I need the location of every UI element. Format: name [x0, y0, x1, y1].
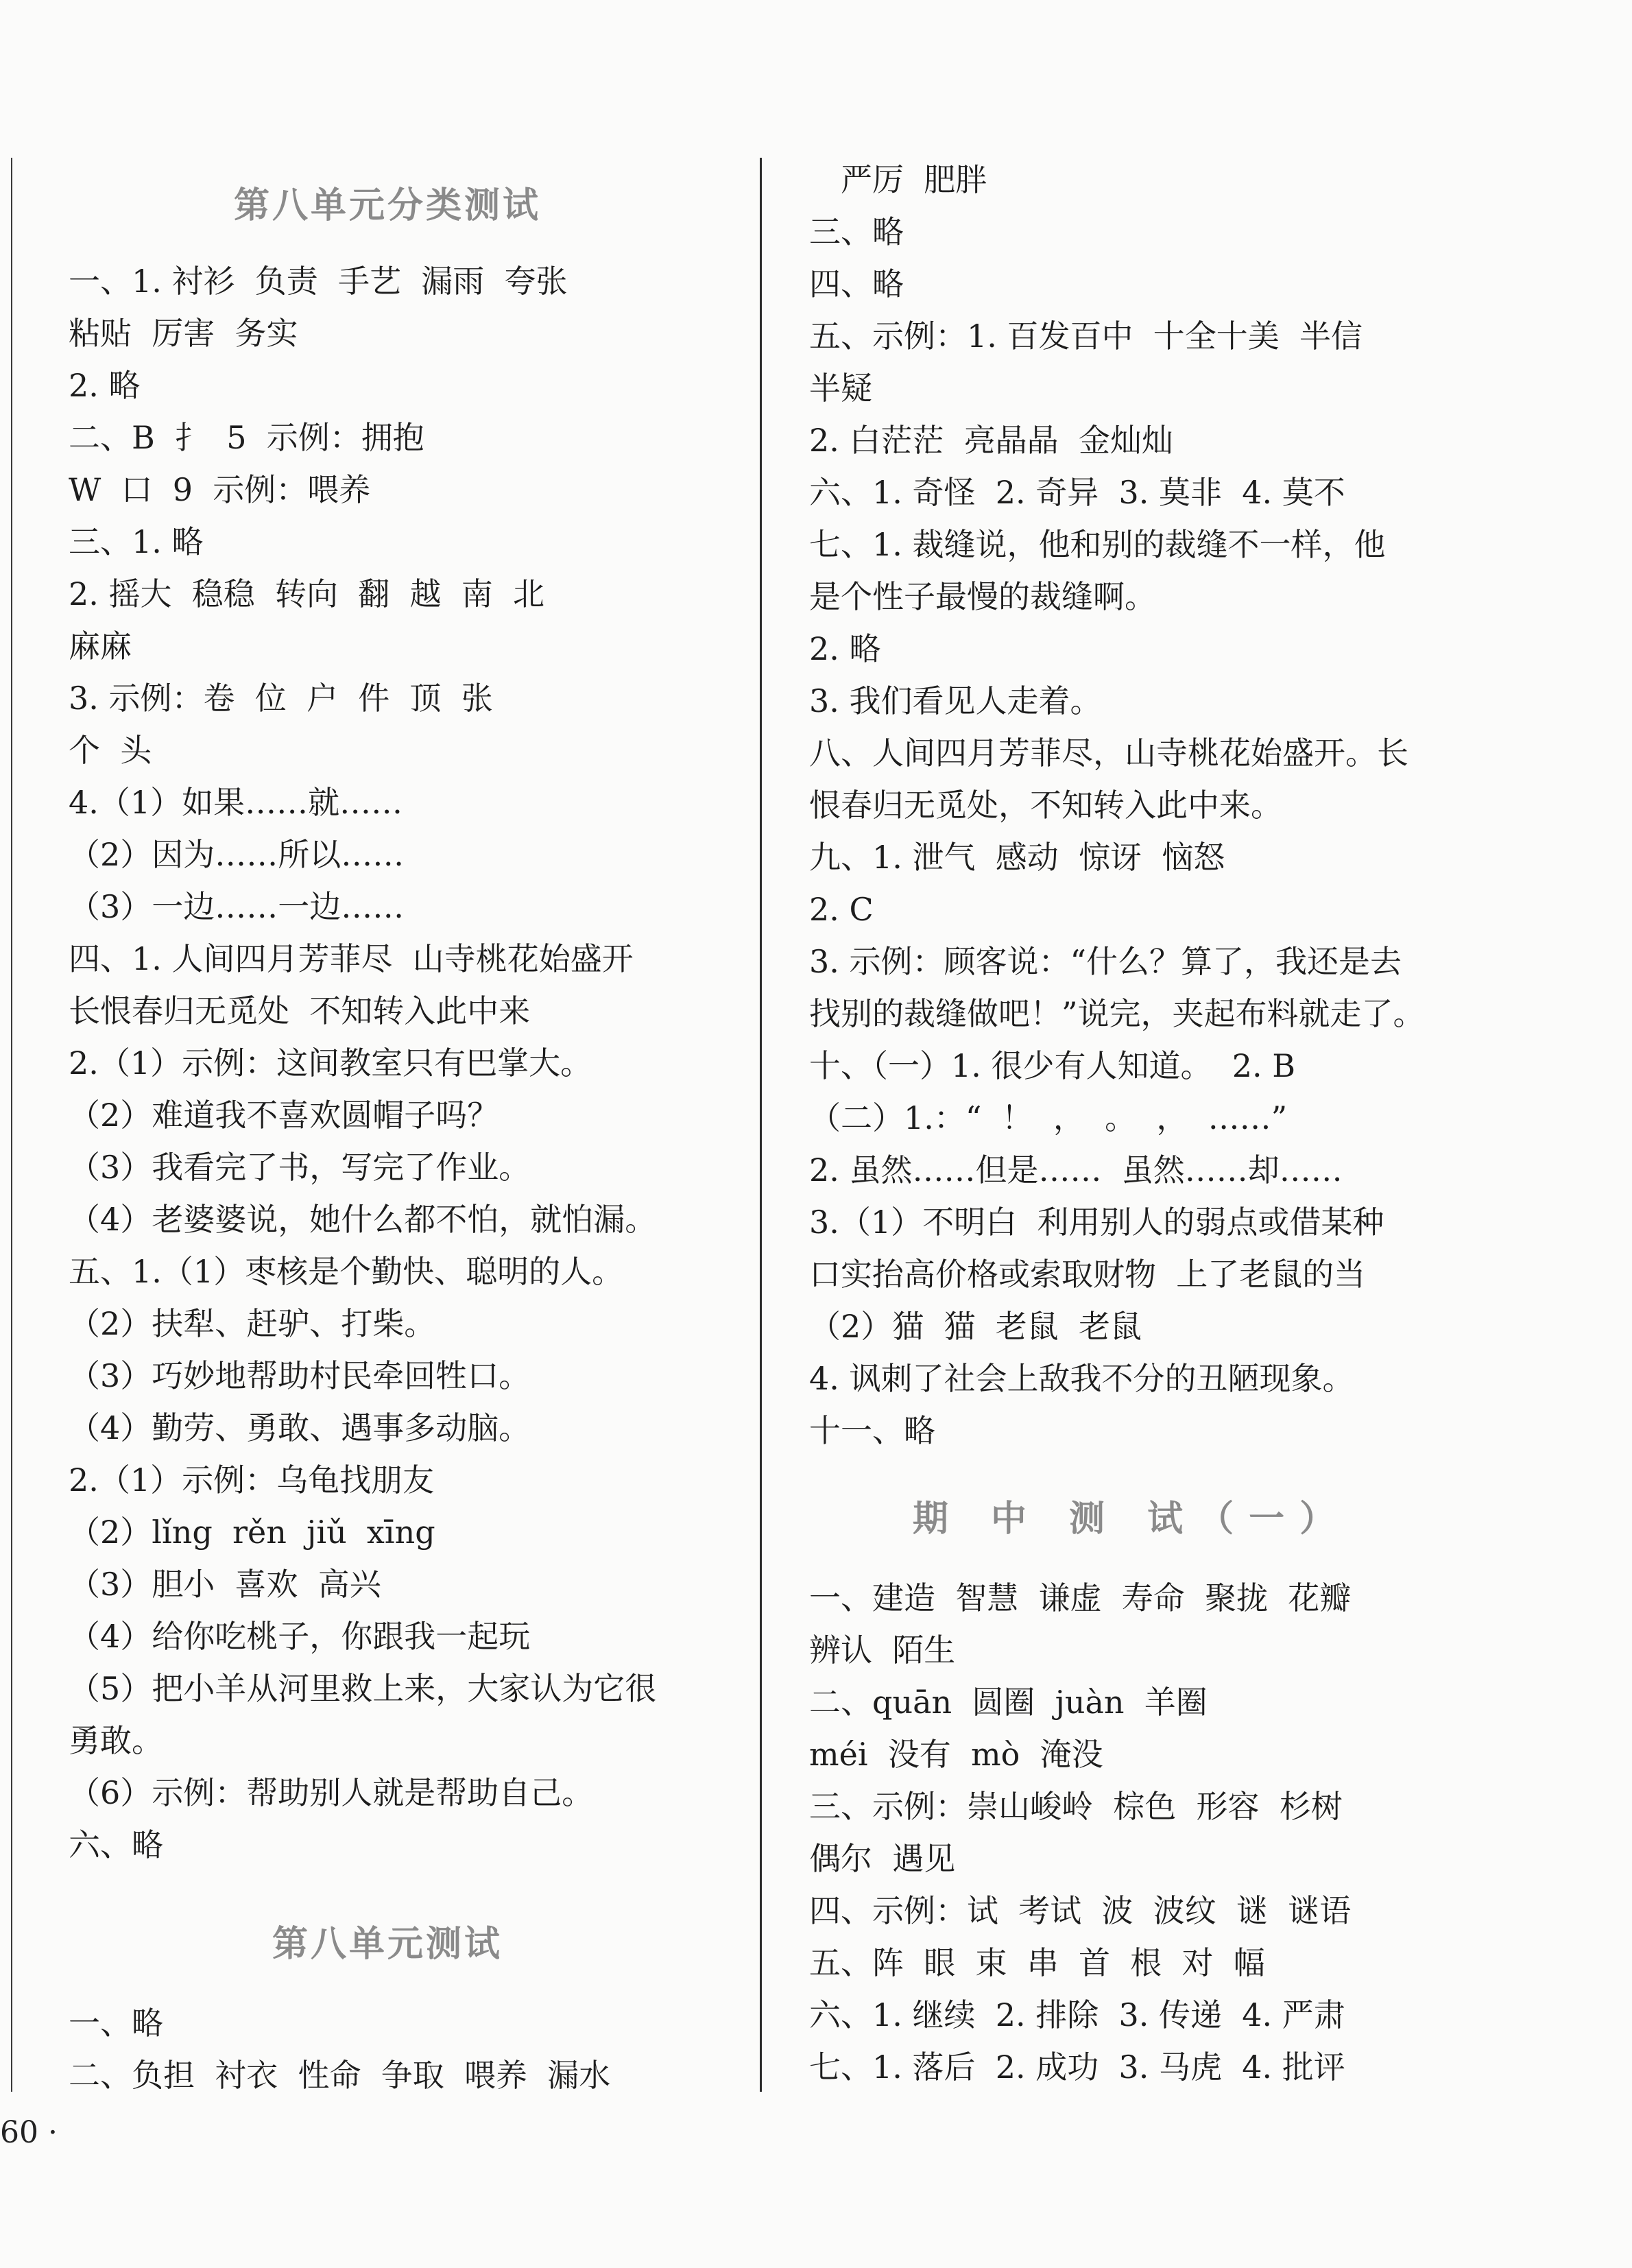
answer-line: （3）我看完了书，写完了作业。	[69, 1149, 531, 1186]
answer-line: （2）猫 猫 老鼠 老鼠	[809, 1308, 1142, 1345]
answer-line: （二）1.：“ ！ ， 。 ， ……”	[809, 1099, 1288, 1136]
answer-line: 十一、略	[809, 1412, 935, 1449]
answer-line: 六、1. 奇怪 2. 奇异 3. 莫非 4. 莫不	[809, 474, 1345, 511]
answer-line: 二、quān 圆圈 juàn 羊圈	[809, 1684, 1208, 1721]
answer-line: 二、负担 衬衣 性命 争取 喂养 漏水	[69, 2057, 611, 2094]
answer-line: 一、1. 衬衫 负责 手艺 漏雨 夸张	[69, 263, 568, 300]
answer-line: 偶尔 遇见	[809, 1840, 956, 1877]
answer-line: 4.（1）如果……就……	[69, 784, 403, 821]
answer-line: （4）勤劳、勇敢、遇事多动脑。	[69, 1409, 531, 1446]
answer-line: 一、建造 智慧 谦虚 寿命 聚拢 花瓣	[809, 1579, 1352, 1616]
answer-line: 3. 示例：卷 位 户 件 顶 张	[69, 680, 493, 717]
answer-line: 2.（1）示例：乌龟找朋友	[69, 1461, 435, 1499]
section-heading-unit8-test: 第八单元测试	[272, 1924, 503, 1965]
answer-line: 三、示例：崇山峻岭 棕色 形容 杉树	[809, 1788, 1343, 1825]
answer-line: 一、略	[69, 2005, 163, 2042]
answer-line: （2）扶犁、赶驴、打柴。	[69, 1305, 436, 1342]
column-divider	[760, 158, 762, 2092]
answer-line: 2. 摇大 稳稳 转向 翻 越 南 北	[69, 575, 544, 612]
answer-line: （2）lǐng rěn jiǔ xīng	[69, 1514, 435, 1551]
answer-line: 八、人间四月芳菲尽，山寺桃花始盛开。长	[809, 735, 1408, 772]
answer-line: 3. 我们看见人走着。	[809, 682, 1102, 719]
answer-line: 三、略	[809, 213, 904, 250]
answer-line: 辨认 陌生	[809, 1632, 956, 1669]
answer-line: （4）给你吃桃子，你跟我一起玩	[69, 1618, 531, 1655]
answer-line: méi 没有 mò 淹没	[809, 1736, 1103, 1773]
answer-line: 4. 讽刺了社会上敌我不分的丑陋现象。	[809, 1360, 1354, 1397]
section-heading-unit8-category-test: 第八单元分类测试	[233, 185, 541, 226]
answer-line: （2）因为……所以……	[69, 836, 405, 873]
answer-line: 找别的裁缝做吧！”说完，夹起布料就走了。	[809, 995, 1425, 1032]
answer-line: 口实抬高价格或索取财物 上了老鼠的当	[809, 1256, 1366, 1293]
answer-line: 四、1. 人间四月芳菲尽 山寺桃花始盛开	[69, 940, 634, 977]
answer-line: 个 头	[69, 732, 152, 769]
left-margin-rule	[11, 158, 12, 2092]
answer-line: 2.（1）示例：这间教室只有巴掌大。	[69, 1045, 592, 1082]
answer-line: 是个性子最慢的裁缝啊。	[809, 578, 1156, 615]
answer-line: 二、B 扌 5 示例：拥抱	[69, 419, 424, 456]
answer-line: （3）巧妙地帮助村民牵回牲口。	[69, 1357, 531, 1394]
answer-line: 长恨春归无觅处 不知转入此中来	[69, 992, 531, 1029]
answer-line: 六、1. 继续 2. 排除 3. 传递 4. 严肃	[809, 1996, 1345, 2033]
answer-line: 五、示例：1. 百发百中 十全十美 半信	[809, 318, 1363, 355]
answer-line: 四、略	[809, 265, 904, 302]
answer-line: 十、（一）1. 很少有人知道。 2. B	[809, 1047, 1296, 1084]
answer-line: 2. 虽然……但是…… 虽然……却……	[809, 1151, 1343, 1189]
answer-line: 2. 略	[809, 630, 881, 667]
answer-line: W 口 9 示例：喂养	[69, 471, 371, 508]
answer-line: 严厉 肥胖	[841, 161, 987, 198]
answer-line: 半疑	[809, 370, 872, 407]
answer-line: 恨春归无觅处，不知转入此中来。	[809, 787, 1282, 824]
answer-line: 五、阵 眼 束 串 首 根 对 幅	[809, 1944, 1265, 1981]
answer-line: （5）把小羊从河里救上来，大家认为它很	[69, 1670, 657, 1707]
answer-line: 九、1. 泄气 感动 惊讶 恼怒	[809, 839, 1225, 876]
answer-line: （3）一边……一边……	[69, 888, 405, 925]
answer-line: 三、1. 略	[69, 523, 204, 560]
answer-line: （3）胆小 喜欢 高兴	[69, 1566, 381, 1603]
answer-line: 2. C	[809, 891, 874, 928]
answer-line: （2）难道我不喜欢圆帽子吗？	[69, 1097, 499, 1134]
answer-line: 粘贴 厉害 务实	[69, 315, 298, 352]
answer-line: 3.（1）不明白 利用别人的弱点或借某种	[809, 1204, 1384, 1241]
answer-line: 五、1.（1）枣核是个勤快、聪明的人。	[69, 1253, 624, 1290]
section-heading-midterm-test-1: 期 中 测 试（一）	[912, 1499, 1351, 1540]
answer-line: （4）老婆婆说，她什么都不怕，就怕漏。	[69, 1201, 657, 1238]
page-number: 60 ·	[0, 2115, 58, 2150]
answer-line: 四、示例：试 考试 波 波纹 谜 谜语	[809, 1892, 1352, 1929]
answer-line: 七、1. 落后 2. 成功 3. 马虎 4. 批评	[809, 2049, 1345, 2086]
answer-line: 勇敢。	[69, 1722, 163, 1759]
answer-line: 3. 示例：顾客说：“什么？算了，我还是去	[809, 943, 1402, 980]
answer-line: 2. 白茫茫 亮晶晶 金灿灿	[809, 422, 1173, 459]
answer-line: 2. 略	[69, 367, 141, 404]
answer-line: 六、略	[69, 1826, 163, 1863]
answer-line: （6）示例：帮助别人就是帮助自己。	[69, 1774, 594, 1811]
answer-line: 麻麻	[69, 628, 132, 665]
answer-line: 七、1. 裁缝说，他和别的裁缝不一样，他	[809, 526, 1386, 563]
